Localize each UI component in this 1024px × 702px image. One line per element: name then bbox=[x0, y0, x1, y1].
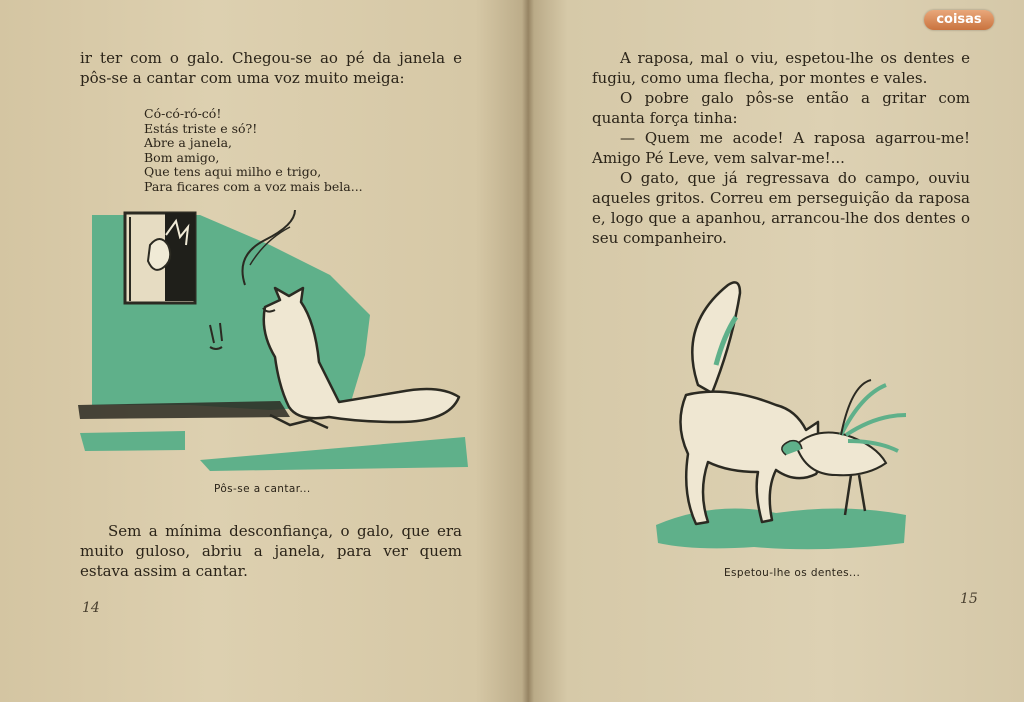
page-number-left: 14 bbox=[82, 600, 100, 616]
poem-line: Que tens aqui milho e trigo, bbox=[144, 164, 322, 179]
right-paragraph-3: — Quem me acode! A raposa agarrou-me! Amigo Pé Leve, vem salvar-me!... bbox=[592, 129, 970, 167]
poem-line: Para ficares com a voz mais bela... bbox=[144, 178, 363, 194]
left-paragraph-1: ir ter com o galo. Chegou-se ao pé da janela e pôs-se a cantar com uma voz muito meiga: bbox=[80, 49, 462, 87]
fox-singing-illustration bbox=[70, 205, 480, 480]
book-gutter bbox=[522, 0, 534, 702]
poem-line: Estás triste e só?! bbox=[144, 120, 258, 136]
fox-biting-rooster-illustration bbox=[646, 275, 956, 565]
poem-line: Bom amigo, bbox=[144, 149, 220, 165]
left-paragraph-2: Sem a mínima desconfiança, o galo, que era muito guloso, abriu a janela, para ver quem estava assim a cantar. bbox=[80, 522, 462, 580]
page-number-right: 15 bbox=[960, 591, 978, 607]
right-paragraph-4: O gato, que já regressava do campo, ouviu aqueles gritos. Correu em perseguição da raposa e, logo que a apanhou, arrancou-lhe dos dentes o seu companheiro. bbox=[592, 169, 970, 247]
poem bbox=[144, 107, 363, 194]
poem-line: Có-có-ró-có! bbox=[144, 106, 222, 121]
right-illustration-caption: Espetou-lhe os dentes... bbox=[724, 567, 861, 579]
watermark-badge: coisas bbox=[924, 10, 994, 30]
poem-line: Abre a janela, bbox=[144, 135, 233, 150]
right-page bbox=[528, 0, 1024, 702]
right-paragraph-1: A raposa, mal o viu, espetou-lhe os dentes e fugiu, como uma flecha, por montes e vales. bbox=[592, 49, 970, 87]
right-paragraph-2: O pobre galo pôs-se então a gritar com quanta força tinha: bbox=[592, 89, 970, 127]
left-illustration-caption: Pôs-se a cantar... bbox=[214, 483, 311, 495]
